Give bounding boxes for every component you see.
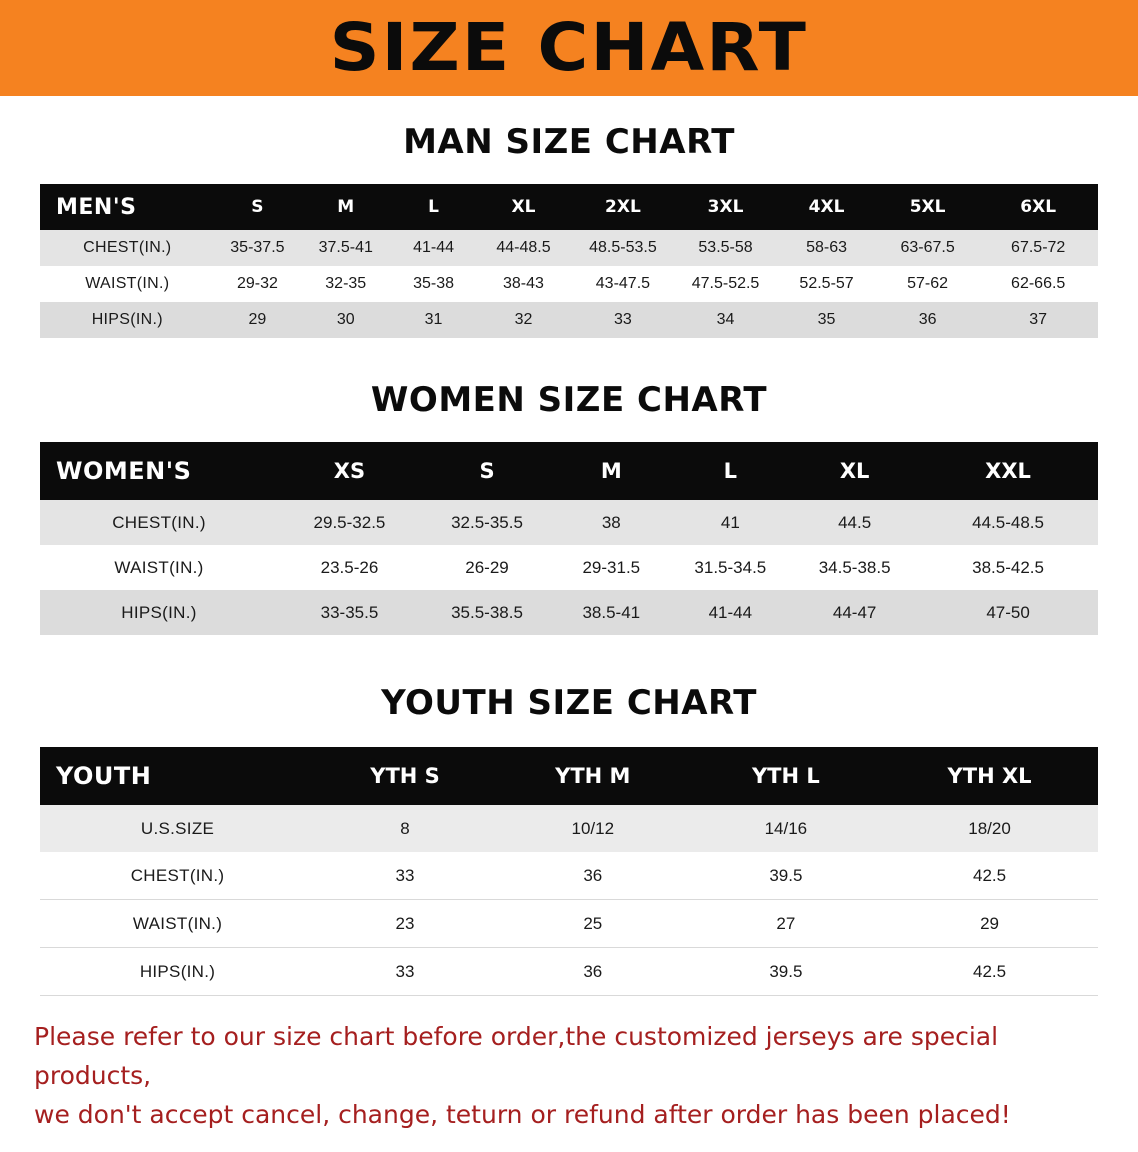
- column-header: XXL: [918, 442, 1098, 500]
- table-header-row: [40, 184, 1098, 230]
- column-header: YTH XL: [881, 747, 1098, 805]
- column-header: 2XL: [571, 184, 675, 230]
- table-cell: 47-50: [986, 602, 1030, 622]
- table-cell: 37.5-41: [318, 239, 373, 256]
- table-cell: 33: [395, 961, 415, 981]
- column-header: S: [215, 184, 301, 230]
- column-header: YTH S: [315, 747, 495, 805]
- table-cell: 14/16: [764, 818, 808, 838]
- youth-table-wrapper: [40, 747, 1098, 996]
- table-cell: 62-66.5: [1011, 275, 1066, 292]
- row-label: WAIST(IN.): [132, 913, 223, 933]
- youth-section-heading: YOUTH SIZE CHART: [381, 683, 757, 723]
- column-header: XL: [476, 184, 571, 230]
- youth-size-table: [40, 747, 1098, 996]
- table-row: [40, 230, 1098, 266]
- table-cell: 47.5-52.5: [691, 275, 760, 292]
- row-label: U.S.SIZE: [140, 818, 215, 838]
- table-cell: 36: [583, 961, 603, 981]
- women-size-table: [40, 442, 1098, 635]
- row-label: WAIST(IN.): [114, 557, 204, 577]
- row-label: HIPS(IN.): [91, 311, 163, 328]
- column-header: S: [421, 442, 553, 500]
- table-header-row: [40, 747, 1098, 805]
- table-cell: 32.5-35.5: [451, 512, 523, 532]
- table-cell: 35-38: [413, 275, 454, 292]
- column-header: M: [300, 184, 391, 230]
- table-cell: 36: [918, 311, 937, 328]
- table-cell: 34.5-38.5: [818, 557, 891, 577]
- column-header: YTH M: [495, 747, 691, 805]
- column-header: L: [670, 442, 792, 500]
- table-cell: 32-35: [325, 275, 367, 292]
- table-cell: 27: [776, 913, 796, 933]
- table-cell: 44.5-48.5: [972, 512, 1044, 532]
- table-cell: 29: [980, 913, 999, 933]
- table-cell: 39.5: [769, 865, 803, 885]
- man-size-table: [40, 184, 1098, 338]
- table-cell: 32: [514, 311, 533, 328]
- row-label: CHEST(IN.): [112, 512, 206, 532]
- table-cell: 18/20: [968, 818, 1011, 838]
- table-cell: 52.5-57: [799, 275, 854, 292]
- table-cell: 31.5-34.5: [694, 557, 767, 577]
- column-header: WOMEN'S: [40, 442, 278, 500]
- column-header: XS: [278, 442, 421, 500]
- table-cell: 35.5-38.5: [451, 602, 523, 622]
- page-title: SIZE CHART: [329, 9, 809, 86]
- table-cell: 63-67.5: [900, 239, 955, 256]
- column-header: L: [391, 184, 476, 230]
- column-header: YOUTH: [40, 747, 315, 805]
- table-row: [40, 545, 1098, 590]
- row-label: HIPS(IN.): [121, 602, 197, 622]
- column-header: M: [553, 442, 669, 500]
- table-cell: 43-47.5: [595, 275, 651, 292]
- table-cell: 29.5-32.5: [313, 512, 386, 532]
- table-row: [40, 302, 1098, 338]
- table-cell: 67.5-72: [1011, 239, 1066, 256]
- table-row: [40, 500, 1098, 545]
- table-row: [40, 590, 1098, 635]
- table-row: [40, 805, 1098, 852]
- table-cell: 58-63: [806, 239, 848, 256]
- table-row: [40, 948, 1098, 996]
- table-cell: 34: [716, 311, 735, 328]
- table-cell: 42.5: [973, 961, 1007, 981]
- table-cell: 35: [817, 311, 836, 328]
- row-label: CHEST(IN.): [83, 239, 172, 256]
- women-section-heading: WOMEN SIZE CHART: [370, 380, 768, 420]
- table-cell: 8: [400, 818, 410, 838]
- column-header: YTH L: [691, 747, 881, 805]
- table-cell: 29-31.5: [582, 557, 641, 577]
- table-cell: 31: [424, 311, 443, 328]
- policy-note: [34, 1018, 1104, 1134]
- table-cell: 39.5: [769, 961, 803, 981]
- table-cell: 44-48.5: [496, 239, 551, 256]
- table-cell: 53.5-58: [698, 239, 753, 256]
- table-row: [40, 900, 1098, 948]
- table-cell: 57-62: [907, 275, 949, 292]
- table-cell: 33: [395, 865, 415, 885]
- column-header: 4XL: [776, 184, 877, 230]
- table-cell: 42.5: [973, 865, 1007, 885]
- table-cell: 44.5: [838, 512, 872, 532]
- table-cell: 38-43: [503, 275, 544, 292]
- table-cell: 23: [395, 913, 415, 933]
- row-label: CHEST(IN.): [130, 865, 225, 885]
- man-table-wrapper: [40, 184, 1098, 338]
- table-cell: 23.5-26: [320, 557, 379, 577]
- table-cell: 41-44: [708, 602, 753, 622]
- row-label: WAIST(IN.): [85, 275, 170, 292]
- table-cell: 33: [614, 311, 632, 328]
- column-header: MEN'S: [40, 184, 215, 230]
- column-header: XL: [791, 442, 918, 500]
- row-label: HIPS(IN.): [139, 961, 216, 981]
- table-cell: 38.5-42.5: [972, 557, 1044, 577]
- policy-note-line-1: Please refer to our size chart before order,the customized jerseys are special products,: [34, 1022, 999, 1090]
- table-row: [40, 266, 1098, 302]
- table-cell: 26-29: [465, 557, 509, 577]
- table-cell: 25: [583, 913, 603, 933]
- column-header: 5XL: [877, 184, 979, 230]
- policy-note-line-2: we don't accept cancel, change, teturn or refund after order has been placed!: [34, 1099, 1011, 1129]
- table-cell: 30: [336, 311, 355, 328]
- table-cell: 41: [720, 512, 740, 532]
- page-banner: [0, 0, 1138, 96]
- table-cell: 29-32: [236, 275, 278, 292]
- table-cell: 41-44: [413, 239, 454, 256]
- women-table-wrapper: [40, 442, 1098, 635]
- column-header: 6XL: [978, 184, 1098, 230]
- table-cell: 10/12: [571, 818, 615, 838]
- table-cell: 44-47: [832, 602, 877, 622]
- table-row: [40, 852, 1098, 900]
- table-cell: 37: [1029, 311, 1048, 328]
- table-cell: 36: [583, 865, 603, 885]
- table-cell: 35-37.5: [230, 239, 285, 256]
- column-header: 3XL: [675, 184, 777, 230]
- table-cell: 38: [601, 512, 621, 532]
- table-cell: 48.5-53.5: [589, 239, 657, 256]
- table-header-row: [40, 442, 1098, 500]
- table-cell: 38.5-41: [582, 602, 641, 622]
- table-cell: 29: [248, 311, 267, 328]
- man-section-heading: MAN SIZE CHART: [403, 122, 735, 162]
- table-cell: 33-35.5: [320, 602, 379, 622]
